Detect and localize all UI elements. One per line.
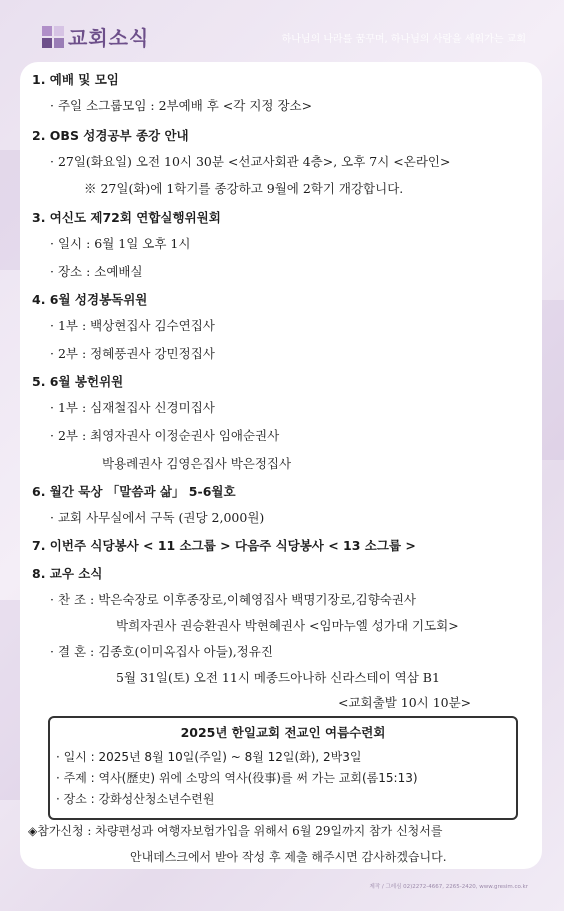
retreat-box xyxy=(48,716,518,820)
section-title: 8. 교우 소식 xyxy=(32,566,103,581)
section-line: · 찬 조 : 박은숙장로 이후종장로,이혜영집사 백명기장로,김향숙권사 xyxy=(50,592,416,607)
section-title: 5. 6월 봉헌위원 xyxy=(32,374,124,389)
section-title: 6. 월간 묵상 「말씀과 삶」 5-6월호 xyxy=(32,484,236,499)
page-title: 교회소식 xyxy=(68,26,150,50)
section-title: 2. OBS 성경공부 종강 안내 xyxy=(32,128,189,143)
section-title: 4. 6월 성경봉독위원 xyxy=(32,292,148,307)
section-line: · 장소 : 소예배실 xyxy=(50,264,143,279)
section-line: 박희자권사 권승환권사 박현혜권사 <임마누엘 성가대 기도회> xyxy=(116,618,459,633)
retreat-place: · 장소 : 강화성산청소년수련원 xyxy=(56,792,215,806)
section-line: · 일시 : 6월 1일 오후 1시 xyxy=(50,236,191,251)
section-line: · 1부 : 심재철집사 신경미집사 xyxy=(50,400,215,415)
section-line: <교회출발 10시 10분> xyxy=(338,695,472,710)
section-note: ※ 27일(화)에 1학기를 종강하고 9월에 2학기 개강합니다. xyxy=(84,181,404,196)
section-line: · 교회 사무실에서 구독 (권당 2,000원) xyxy=(50,510,265,525)
signup-line: 안내데스크에서 받아 작성 후 제출 해주시면 감사하겠습니다. xyxy=(130,850,447,864)
signup-line: ◈참가신청 : 차량편성과 여행자보험가입을 위해서 6월 29일까지 참가 신청서를 xyxy=(28,824,443,838)
section-line: 박용례권사 김영은집사 박은정집사 xyxy=(102,456,292,471)
news-card xyxy=(20,62,542,869)
section-line: · 결 혼 : 김종호(이미옥집사 아들),정유진 xyxy=(50,644,273,659)
retreat-title: 2025년 한일교회 전교인 여름수련회 xyxy=(180,725,386,740)
section-line: · 2부 : 정혜풍권사 강민정집사 xyxy=(50,346,215,361)
retreat-theme: · 주제 : 역사(歷史) 위에 소망의 역사(役事)를 써 가는 교회(롬15:13) xyxy=(56,771,418,785)
retreat-date: · 일시 : 2025년 8월 10일(주일) ~ 8월 12일(화), 2박3일 xyxy=(56,750,362,764)
section-title: 1. 예배 및 모임 xyxy=(32,72,119,87)
footer-credit: 제작 / 그레심 02)2272-4667, 2265-2420, www.gresim.co.kr xyxy=(369,884,528,890)
section-line: · 27일(화요일) 오전 10시 30분 <선교사회관 4층>, 오후 7시 <온라인> xyxy=(50,154,451,169)
section-line: · 2부 : 최영자권사 이정순권사 임애순권사 xyxy=(50,428,280,443)
logo-icon xyxy=(42,26,64,48)
section-line: 5월 31일(토) 오전 11시 메종드아나하 신라스테이 역삼 B1 xyxy=(116,670,440,685)
church-motto: 하나님의 나라를 꿈꾸며, 하나님의 사람을 세워가는 교회 xyxy=(281,34,526,45)
section-title: 7. 이번주 식당봉사 < 11 소그룹 > 다음주 식당봉사 < 13 소그룹 > xyxy=(32,538,416,553)
section-line: · 주일 소그룹모임 : 2부예배 후 <각 지정 장소> xyxy=(50,98,313,113)
section-line: · 1부 : 백상현집사 김수연집사 xyxy=(50,318,215,333)
header xyxy=(0,0,564,62)
section-title: 3. 여신도 제72회 연합실행위원회 xyxy=(32,210,221,225)
